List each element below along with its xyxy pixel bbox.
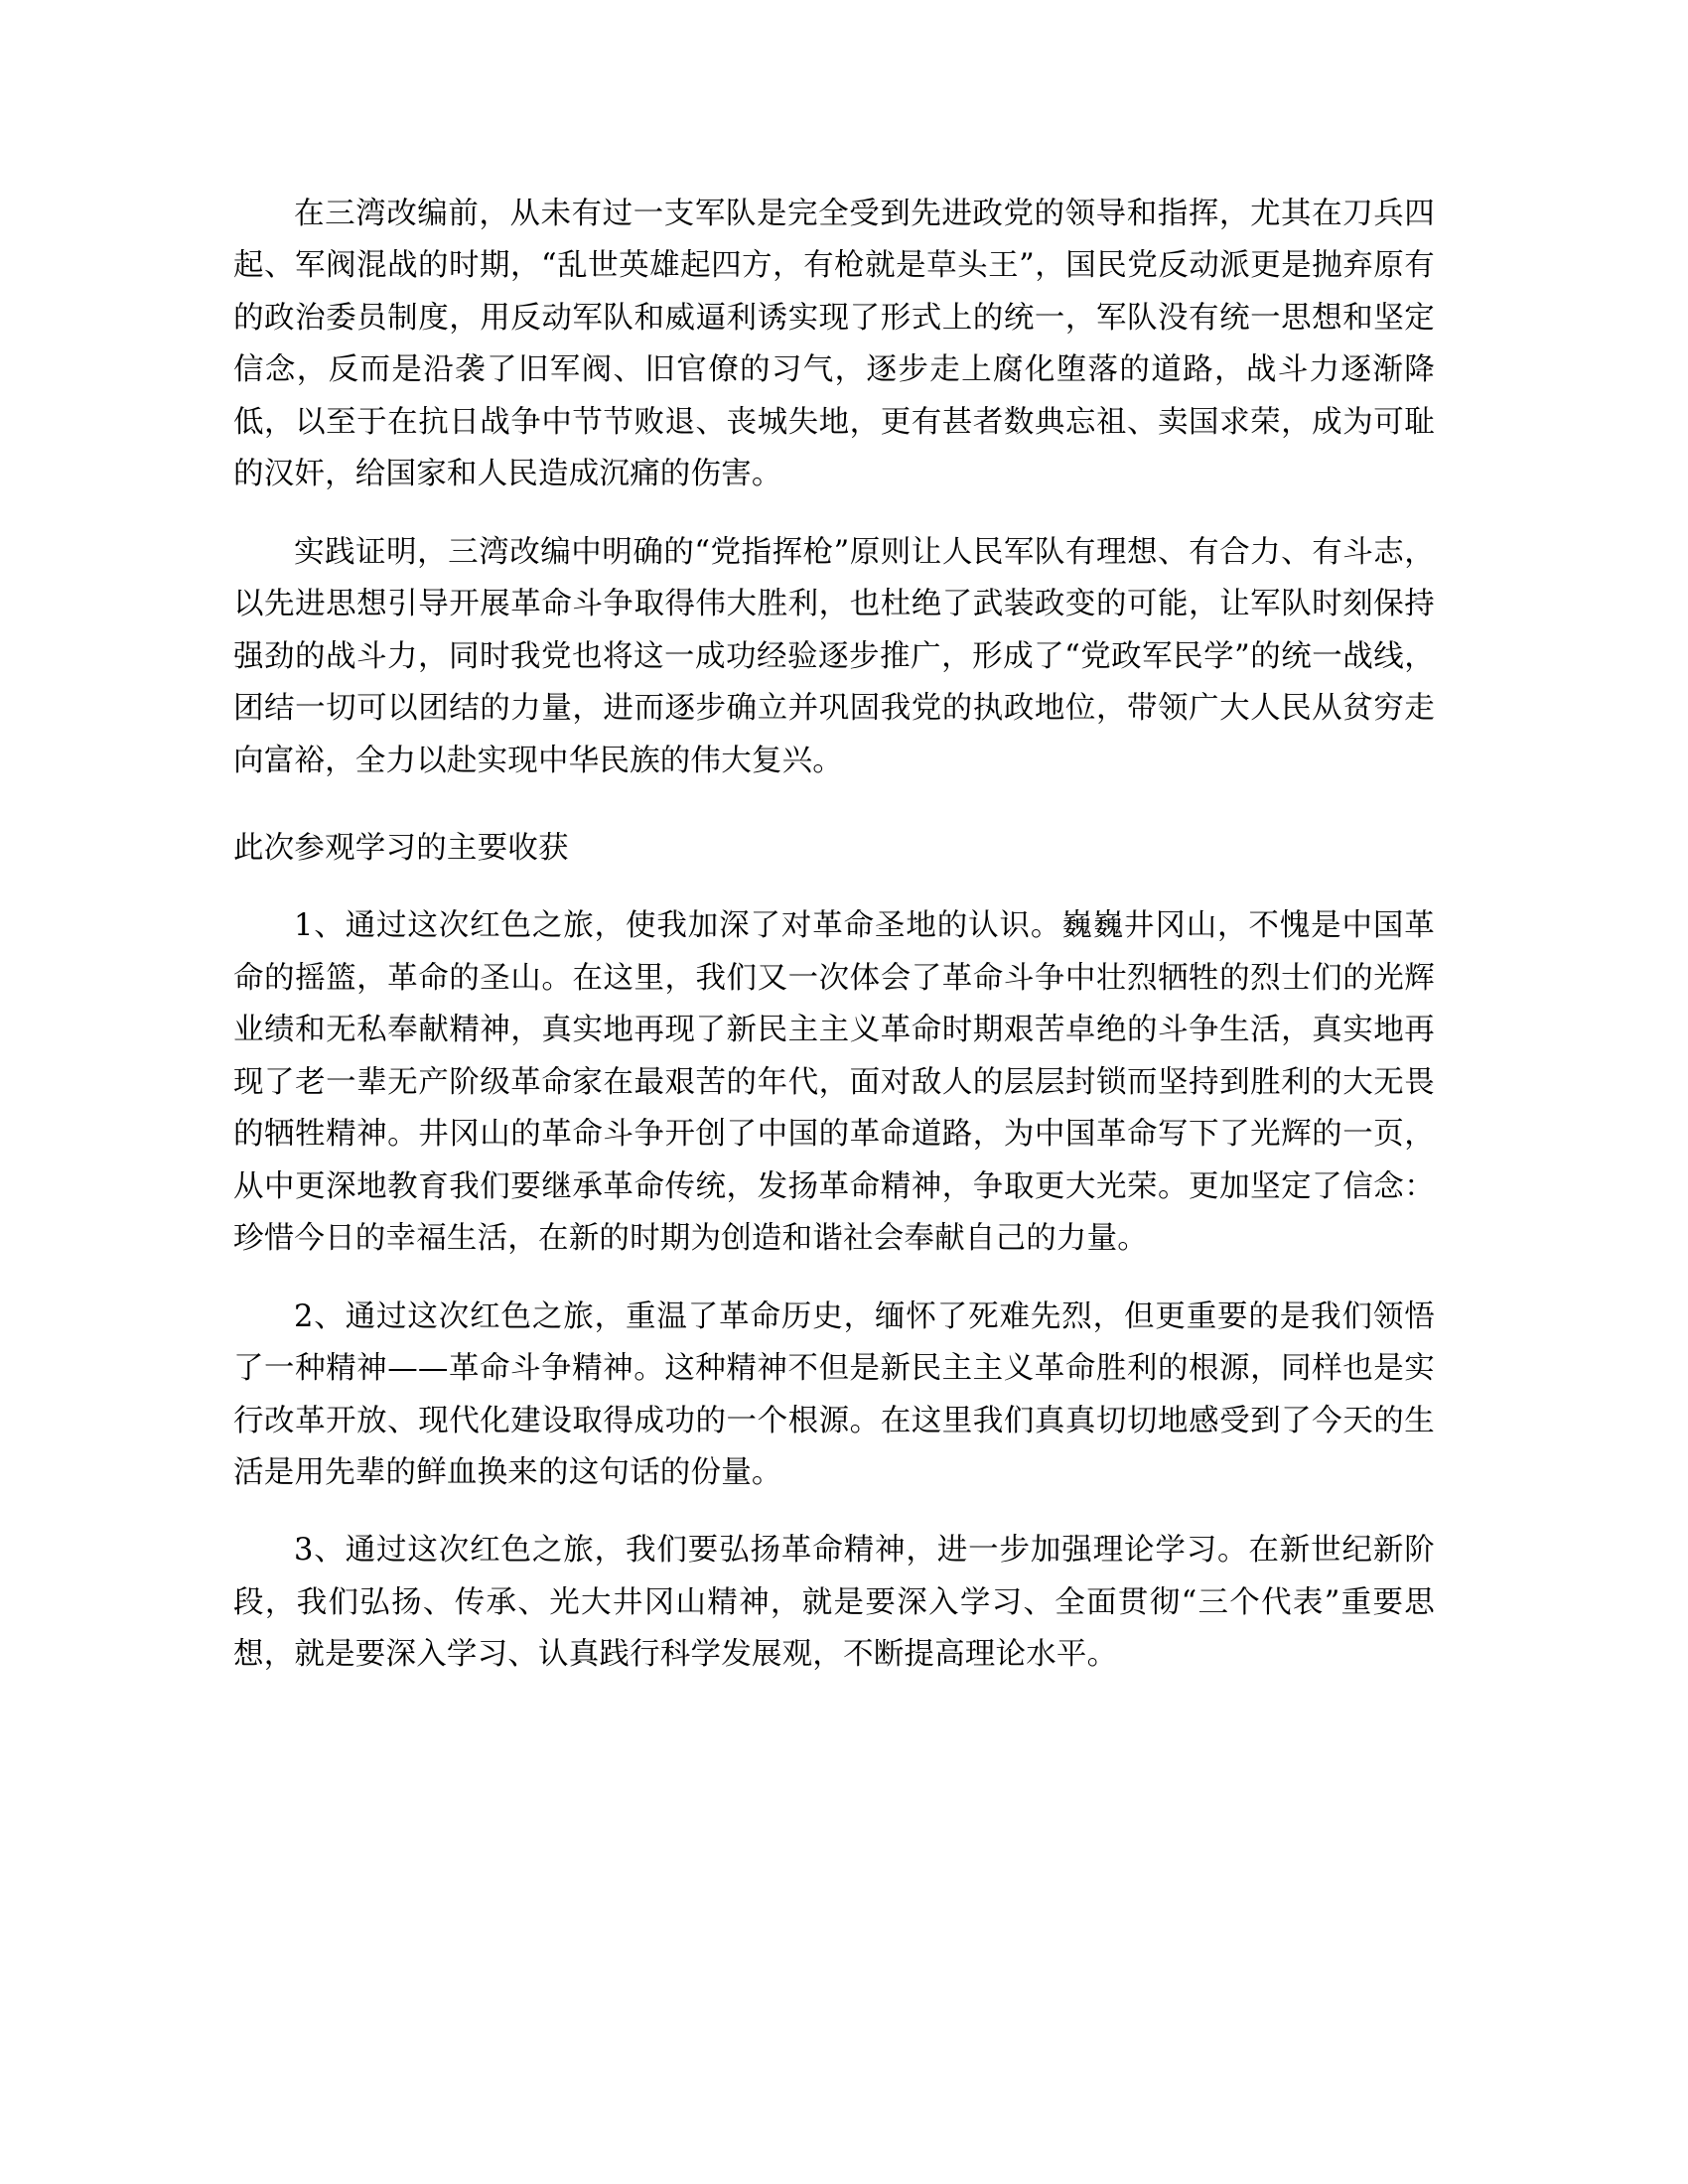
section-heading-main-gains: 此次参观学习的主要收获 [233,830,569,866]
paragraph-item-1: 1、通过这次红色之旅，使我加深了对革命圣地的认识。巍巍井冈山，不愧是中国革命的摇篮，革命的圣山。在这里，我们又一次体会了革命斗争中壮烈牺牲的烈士们的光辉业绩和无私奉献精神，真实地再现了新民主主义革命时期艰苦卓绝的斗争生活，真实地再现了老一辈无产阶级革命家在最艰苦的年代，面对敌人的层层封锁而坚持到胜利的大无畏的牺牲精神。井冈山的革命斗争开创了中国的革命道路，为中国革命写下了光辉的一页，从中更深地教育我们要继承革命传统，发扬革命精神，争取更大光荣。更加坚定了信念：珍惜今日的幸福生活，在新的时期为创造和谐社会奉献自己的力量。 [233,908,1435,1257]
paragraph-2: 实践证明，三湾改编中明确的“党指挥枪”原则让人民军队有理想、有合力、有斗志，以先进思想引导开展革命斗争取得伟大胜利，也杜绝了武装政变的可能，让军队时刻保持强劲的战斗力，同时我党也将这一成功经验逐步推广，形成了“党政军民学”的统一战线，团结一切可以团结的力量，进而逐步确立并巩固我党的执政地位，带领广大人民从贫穷走向富裕，全力以赴实现中华民族的伟大复兴。 [233,534,1435,778]
paragraph-item-3: 3、通过这次红色之旅，我们要弘扬革命精神，进一步加强理论学习。在新世纪新阶段，我们弘扬、传承、光大井冈山精神，就是要深入学习、全面贯彻“三个代表”重要思想，就是要深入学习、认真践行科学发展观，不断提高理论水平。 [233,1533,1435,1673]
section-spacer [233,813,1435,823]
paragraph-1: 在三湾改编前，从未有过一支军队是完全受到先进政党的领导和指挥，尤其在刀兵四起、军阀混战的时期，“乱世英雄起四方，有枪就是草头王”，国民党反动派更是抛弃原有的政治委员制度，用反动军队和威逼利诱实现了形式上的统一，军队没有统一思想和坚定信念，反而是沿袭了旧军阀、旧官僚的习气，逐步走上腐化堕落的道路，战斗力逐渐降低，以至于在抗日战争中节节败退、丧城失地，更有甚者数典忘祖、卖国求荣，成为可耻的汉奸，给国家和人民造成沉痛的伤害。 [233,197,1435,492]
paragraph-item-2: 2、通过这次红色之旅，重温了革命历史，缅怀了死难先烈，但更重要的是我们领悟了一种精神——革命斗争精神。这种精神不但是新民主主义革命胜利的根源，同样也是实行改革开放、现代化建设取得成功的一个根源。在这里我们真真切切地感受到了今天的生活是用先辈的鲜血换来的这句话的份量。 [233,1298,1435,1490]
document-body [233,189,1435,1682]
